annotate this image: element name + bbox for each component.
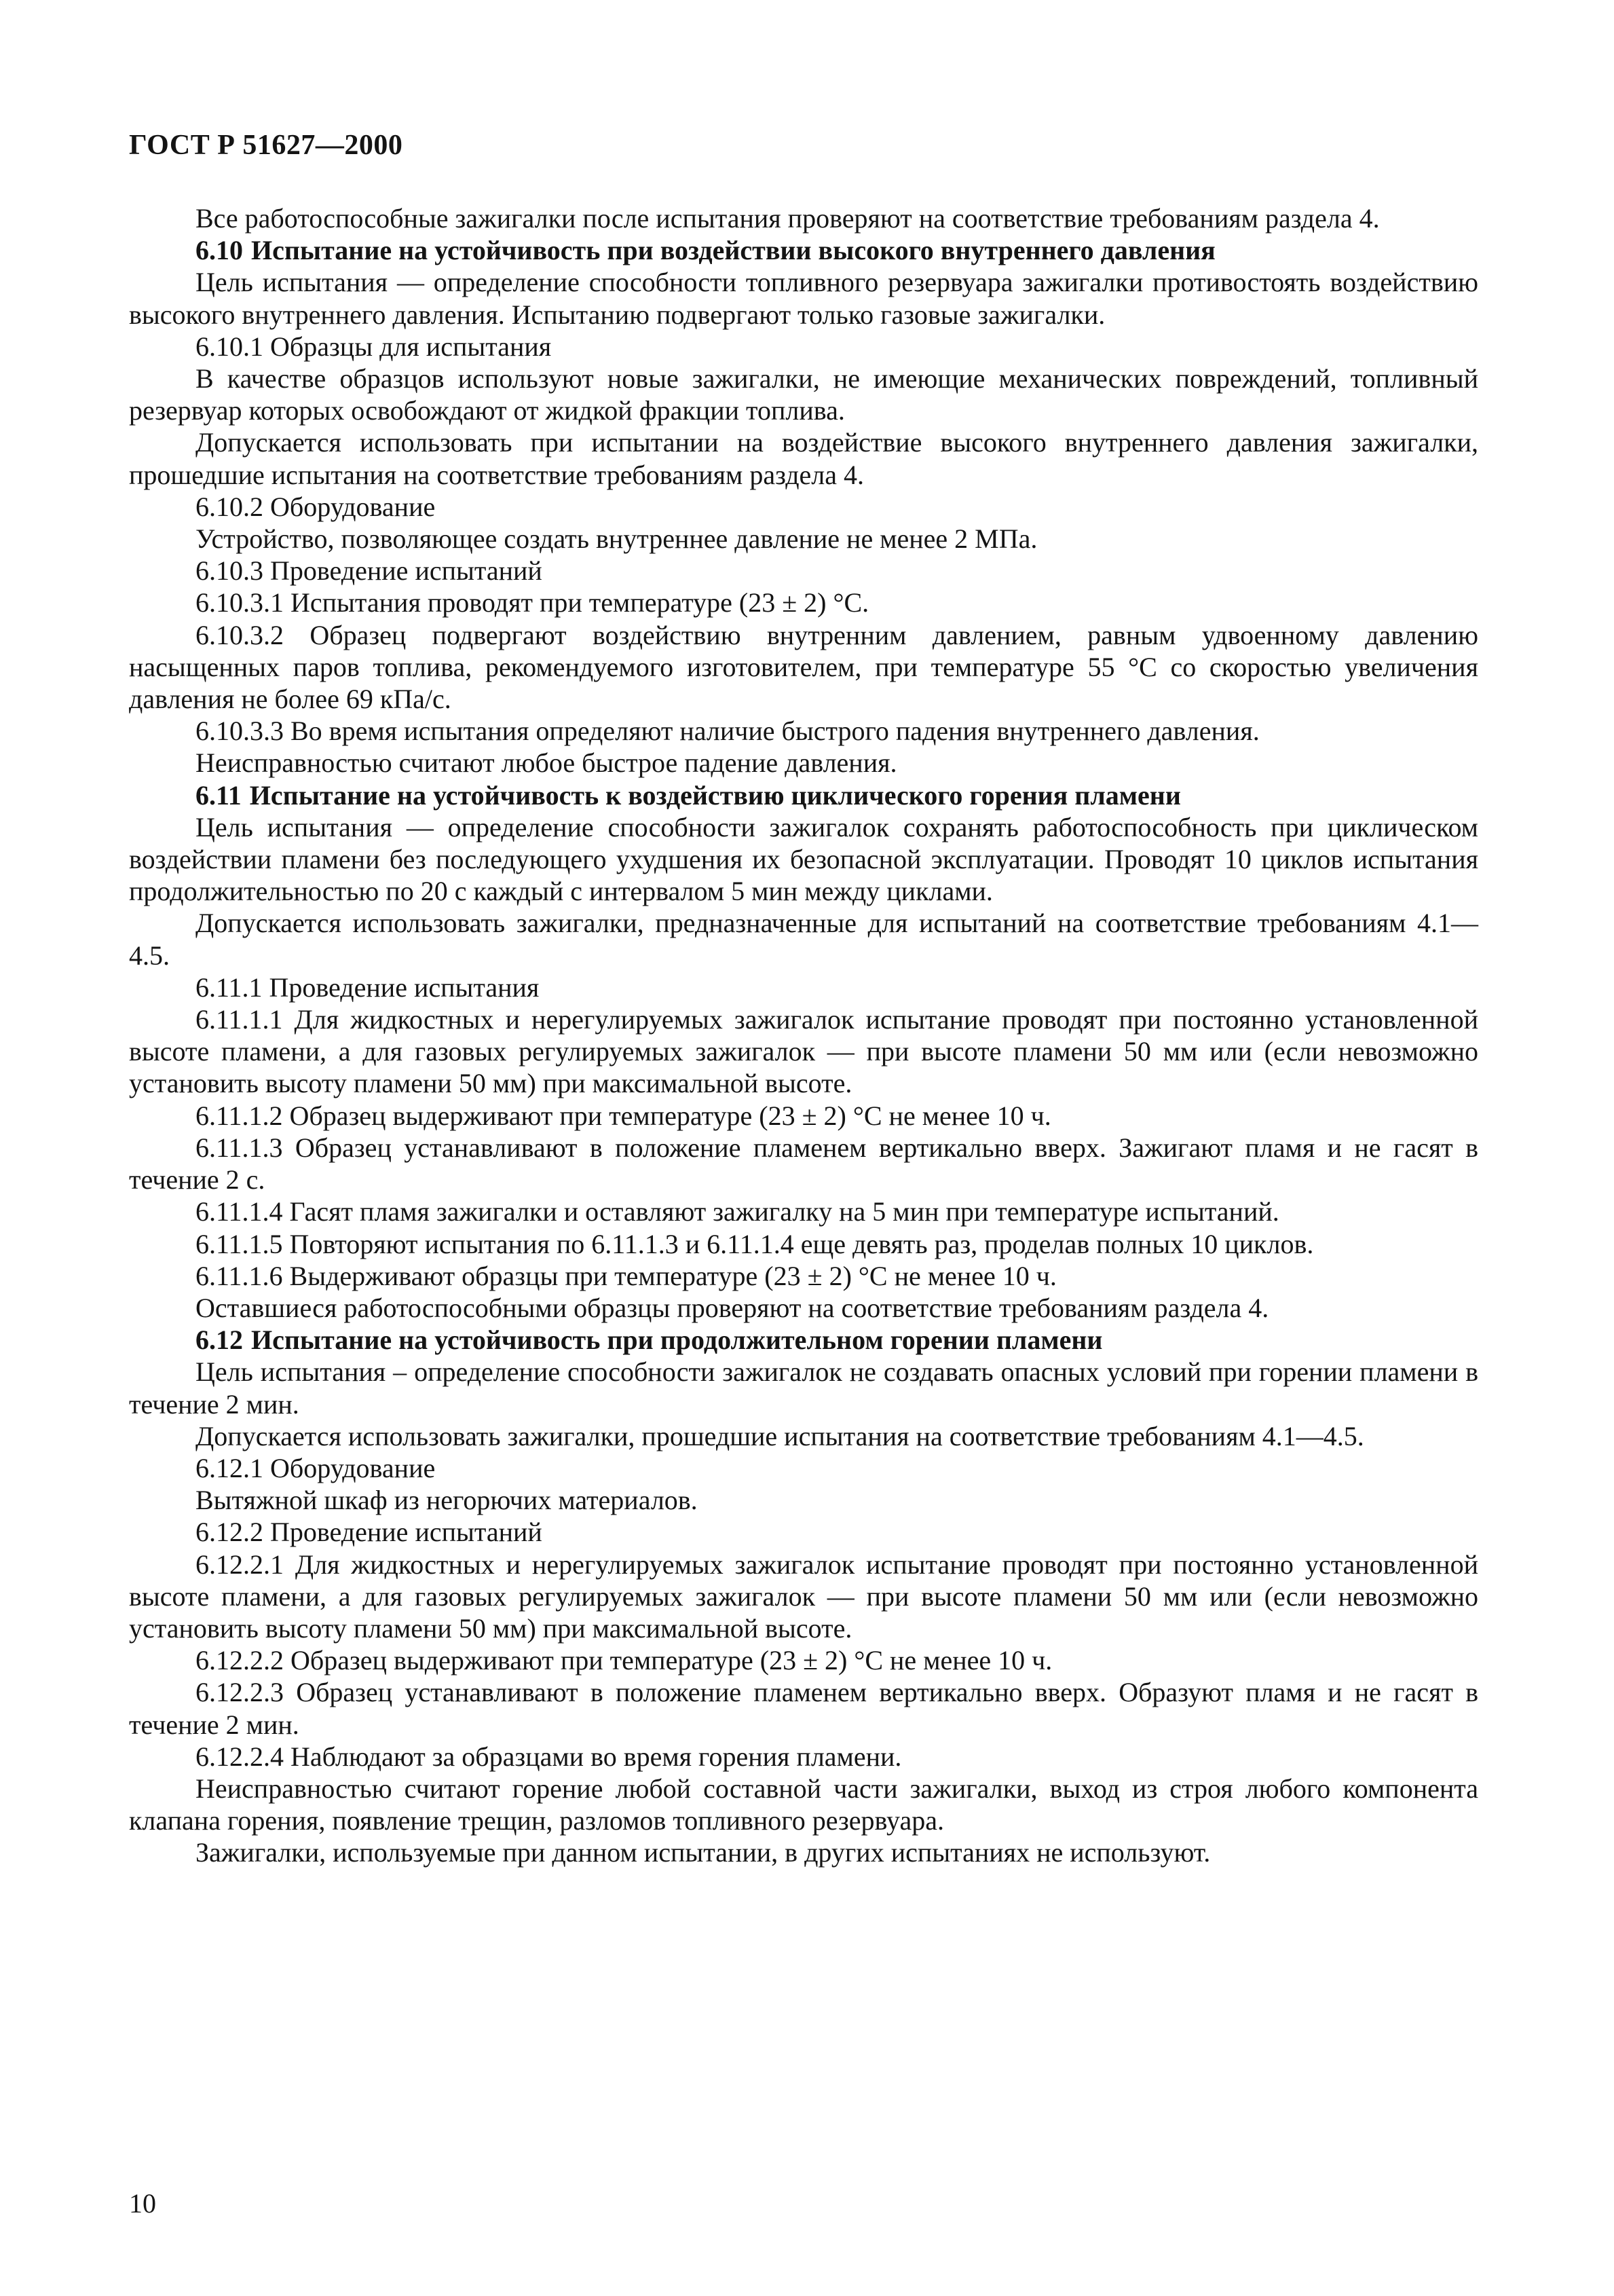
- section-heading-text: Испытание на устойчивость к воздействию циклического горения пламени: [249, 779, 1181, 811]
- body-paragraph: Цель испытания – определение способности зажигалок не создавать опасных условий при горении пламени в течение 2 мин.: [129, 1356, 1478, 1420]
- body-paragraph: 6.12.2.1 Для жидкостных и нерегулируемых зажигалок испытание проводят при постоянно установленной высоте пламени, а для газовых регулируемых зажигалок — при высоте пламени 50 мм или (если невозможно установить высоту пламени 50 мм) при максимальной высоте.: [129, 1549, 1478, 1644]
- section-heading-text: Испытание на устойчивость при воздействии высокого внутреннего давления: [251, 235, 1216, 266]
- body-paragraph: 6.12.2.3 Образец устанавливают в положение пламенем вертикально вверх. Образуют пламя и не гасят в течение 2 мин.: [129, 1677, 1478, 1740]
- body-paragraph: Допускается использовать зажигалки, прошедшие испытания на соответствие требованиям 4.1—4.5.: [195, 1420, 1364, 1451]
- document-header-id: ГОСТ Р 51627—2000: [129, 130, 403, 161]
- body-paragraph: 6.10.2 Оборудование: [195, 491, 436, 522]
- body-paragraph: Оставшиеся работоспособными образцы проверяют на соответствие требованиям раздела 4.: [195, 1292, 1269, 1323]
- body-paragraph: 6.12.2.4 Наблюдают за образцами во время горения пламени.: [195, 1741, 902, 1772]
- document-body: [129, 202, 1478, 1869]
- section-heading-number: 6.12: [195, 1325, 243, 1356]
- body-paragraph: Все работоспособные зажигалки после испытания проверяют на соответствие требованиям раздела 4.: [195, 203, 1380, 234]
- body-paragraph: 6.11.1 Проведение испытания: [195, 971, 540, 1003]
- body-paragraph: Цель испытания — определение способности зажигалок сохранять работоспособность при циклическом воздействии пламени без последующего ухудшения их безопасной эксплуатации. Проводят 10 циклов испытания продолжительностью по 20 с каждый с интервалом 5 мин между циклами.: [129, 811, 1478, 907]
- body-paragraph: Вытяжной шкаф из негорючих материалов.: [195, 1485, 698, 1516]
- body-paragraph: В качестве образцов используют новые зажигалки, не имеющие механических повреждений, топливный резервуар которых освобождают от жидкой фракции топлива.: [129, 363, 1478, 426]
- body-paragraph: 6.12.2 Проведение испытаний: [195, 1517, 542, 1548]
- body-paragraph: Допускается использовать зажигалки, предназначенные для испытаний на соответствие требованиям 4.1—4.5.: [129, 908, 1478, 971]
- body-paragraph: Неисправностью считают любое быстрое падение давления.: [195, 747, 897, 779]
- section-heading-text: Испытание на устойчивость при продолжительном горении пламени: [251, 1325, 1103, 1356]
- body-paragraph: 6.11.1.2 Образец выдерживают при температуре (23 ± 2) °С не менее 10 ч.: [195, 1100, 1051, 1131]
- body-paragraph: 6.11.1.6 Выдерживают образцы при температуре (23 ± 2) °С не менее 10 ч.: [195, 1260, 1057, 1291]
- body-paragraph: 6.10.3.2 Образец подвергают воздействию внутренним давлением, равным удвоенному давлению насыщенных паров топлива, рекомендуемого изготовителем, при температуре 55 °С со скоростью увеличения давления не более 69 кПа/с.: [129, 619, 1478, 715]
- body-paragraph: 6.10.1 Образцы для испытания: [195, 331, 552, 362]
- section-heading: [129, 234, 1478, 266]
- body-paragraph: 6.12.2.2 Образец выдерживают при температуре (23 ± 2) °С не менее 10 ч.: [195, 1645, 1053, 1676]
- section-heading-number: 6.10: [195, 235, 243, 266]
- body-paragraph: Неисправностью считают горение любой составной части зажигалки, выход из строя любого компонента клапана горения, появление трещин, разломов топливного резервуара.: [129, 1773, 1478, 1836]
- section-heading-number: 6.11: [195, 779, 242, 811]
- section-heading: [129, 779, 1478, 811]
- body-paragraph: 6.11.1.4 Гасят пламя зажигалки и оставляют зажигалку на 5 мин при температуре испытаний.: [195, 1196, 1279, 1227]
- body-paragraph: 6.10.3.1 Испытания проводят при температуре (23 ± 2) °С.: [195, 587, 869, 618]
- section-heading: [129, 1324, 1478, 1356]
- body-paragraph: 6.12.1 Оборудование: [195, 1452, 436, 1483]
- body-paragraph: 6.11.1.3 Образец устанавливают в положение пламенем вертикально вверх. Зажигают пламя и не гасят в течение 2 с.: [129, 1132, 1478, 1196]
- body-paragraph: Устройство, позволяющее создать внутреннее давление не менее 2 МПа.: [195, 523, 1038, 555]
- page-number: 10: [129, 2188, 156, 2219]
- body-paragraph: 6.10.3.3 Во время испытания определяют наличие быстрого падения внутреннего давления.: [195, 716, 1260, 747]
- body-paragraph: 6.10.3 Проведение испытаний: [195, 555, 542, 587]
- body-paragraph: 6.11.1.1 Для жидкостных и нерегулируемых зажигалок испытание проводят при постоянно установленной высоте пламени, а для газовых регулируемых зажигалок — при высоте пламени 50 мм или (если невозможно установить высоту пламени 50 мм) при максимальной высоте.: [129, 1004, 1478, 1099]
- body-paragraph: Зажигалки, используемые при данном испытании, в других испытаниях не используют.: [195, 1837, 1211, 1868]
- body-paragraph: 6.11.1.5 Повторяют испытания по 6.11.1.3 и 6.11.1.4 еще девять раз, проделав полных 10 циклов.: [195, 1228, 1314, 1259]
- body-paragraph: Цель испытания — определение способности топливного резервуара зажигалки противостоять воздействию высокого внутреннего давления. Испытанию подвергают только газовые зажигалки.: [129, 267, 1478, 330]
- body-paragraph: Допускается использовать при испытании на воздействие высокого внутреннего давления зажигалки, прошедшие испытания на соответствие требованиям раздела 4.: [129, 427, 1478, 490]
